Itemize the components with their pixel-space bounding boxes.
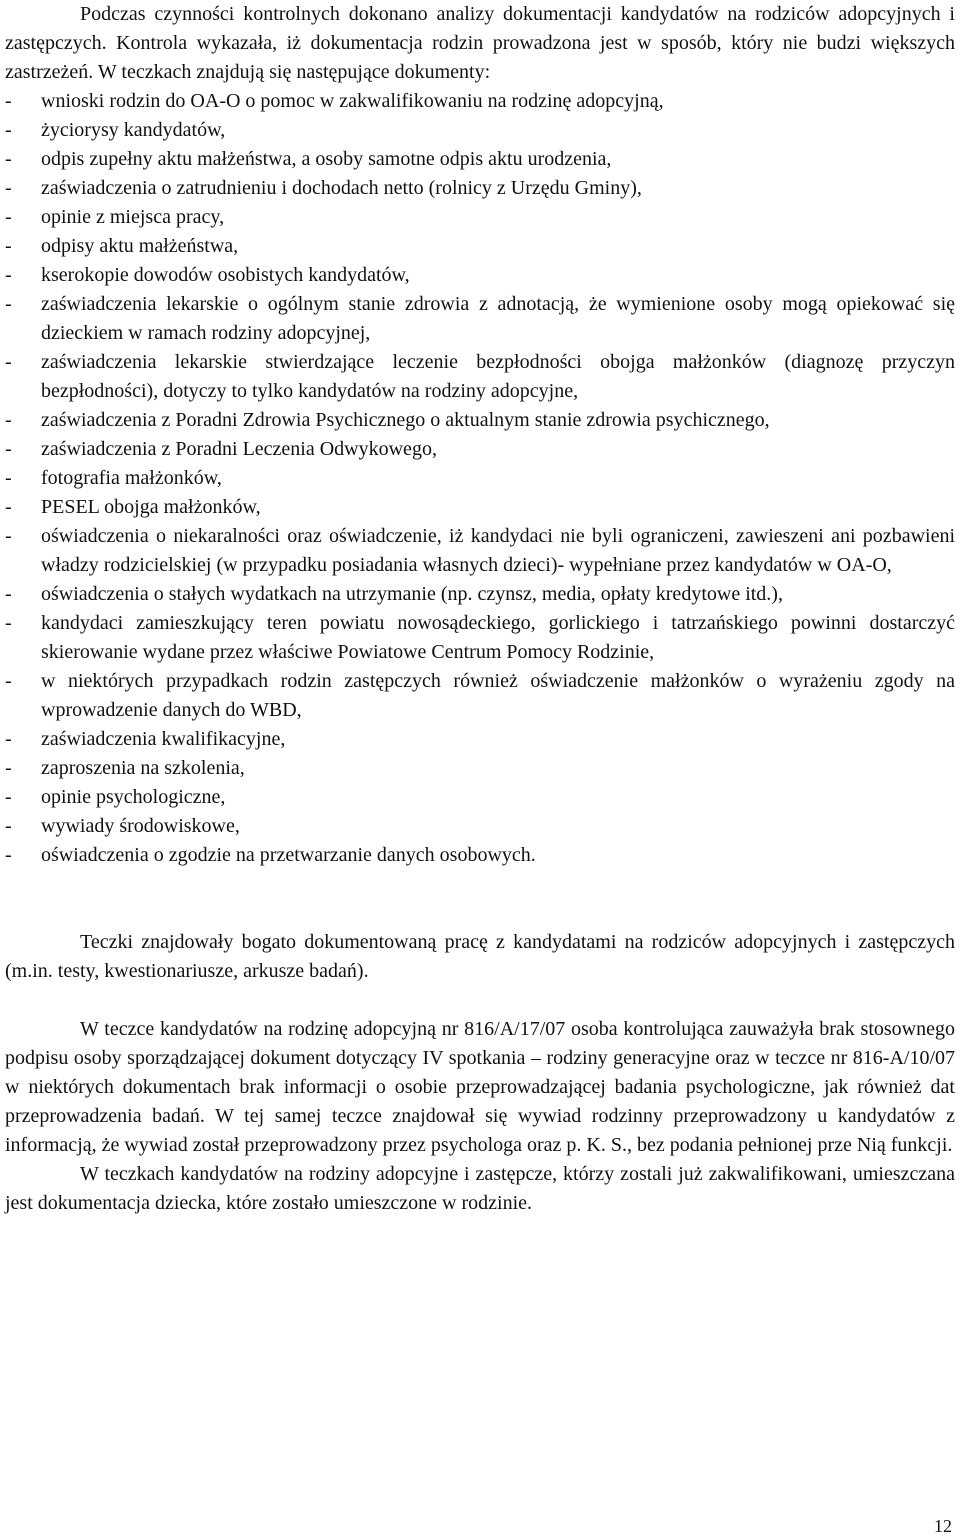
list-item [5, 406, 955, 435]
list-item-text: opinie psychologiczne, [41, 786, 226, 808]
list-item [5, 812, 955, 841]
list-dash: - [5, 235, 12, 257]
list-dash: - [5, 496, 12, 518]
list-item-text: zaświadczenia o zatrudnieniu i dochodach netto (rolnicy z Urzędu Gminy), [41, 177, 642, 199]
list-item [5, 435, 955, 464]
list-item [5, 754, 955, 783]
list-dash: - [5, 148, 12, 170]
list-item-text: zaproszenia na szkolenia, [41, 757, 245, 779]
list-item [5, 725, 955, 754]
list-dash: - [5, 844, 12, 866]
list-item-text: odpisy aktu małżeństwa, [41, 235, 239, 257]
list-item-text: PESEL obojga małżonków, [41, 496, 261, 518]
list-item [5, 783, 955, 812]
list-item-text: w niektórych przypadkach rodzin zastępczych również oświadczenie małżonków o wyrażeniu zgody na wprowadzenie danych do WBD, [41, 670, 955, 721]
list-item [5, 232, 955, 261]
page-number: 12 [934, 1516, 952, 1536]
list-item-text: odpis zupełny aktu małżeństwa, a osoby samotne odpis aktu urodzenia, [41, 148, 612, 170]
list-item-text: wnioski rodzin do OA-O o pomoc w zakwalifikowaniu na rodzinę adopcyjną, [41, 90, 664, 112]
list-item-text: wywiady środowiskowe, [41, 815, 240, 837]
list-item [5, 261, 955, 290]
list-item [5, 841, 955, 870]
list-item-text: fotografia małżonków, [41, 467, 222, 489]
list-item-text: zaświadczenia kwalifikacyjne, [41, 728, 286, 750]
list-dash: - [5, 525, 12, 547]
list-dash: - [5, 119, 12, 141]
list-item-text: kandydaci zamieszkujący teren powiatu nowosądeckiego, gorlickiego i tatrzańskiego powinni dostarczyć skierowanie wydane przez właściwe Powiatowe Centrum Pomocy Rodzinie, [41, 612, 955, 663]
list-item [5, 87, 955, 116]
list-item-text: życiorysy kandydatów, [41, 119, 226, 141]
list-dash: - [5, 786, 12, 808]
document-page [5, 0, 955, 1218]
list-item [5, 580, 955, 609]
intro-paragraph: Podczas czynności kontrolnych dokonano analizy dokumentacji kandydatów na rodziców adopcyjnych i zastępczych. Kontrola wykazała, iż dokumentacja rodzin prowadzona jest w sposób, który nie budzi większych zastrzeżeń. W teczkach znajdują się następujące dokumenty: [5, 3, 955, 83]
list-item [5, 667, 955, 725]
spacer [5, 986, 955, 1015]
list-dash: - [5, 728, 12, 750]
list-item-text: kserokopie dowodów osobistych kandydatów, [41, 264, 410, 286]
paragraph-qualified: W teczkach kandydatów na rodziny adopcyjne i zastępcze, którzy zostali już zakwalifikowani, umieszczana jest dokumentacja dziecka, które zostało umieszczone w rodzinie. [5, 1163, 955, 1214]
list-item [5, 116, 955, 145]
list-item-text: oświadczenia o stałych wydatkach na utrzymanie (np. czynsz, media, opłaty kredytowe itd.), [41, 583, 783, 605]
list-dash: - [5, 467, 12, 489]
list-dash: - [5, 583, 12, 605]
documents-list [5, 87, 955, 870]
list-item [5, 145, 955, 174]
list-item [5, 609, 955, 667]
list-dash: - [5, 409, 12, 431]
list-item [5, 290, 955, 348]
list-item-text: oświadczenia o niekaralności oraz oświadczenie, iż kandydaci nie byli ograniczeni, zawieszeni ani pozbawieni władzy rodzicielskiej (w przypadku posiadania własnych dzieci)- wypełniane przez kandydatów w OA-O, [41, 525, 955, 576]
list-item [5, 493, 955, 522]
list-dash: - [5, 351, 12, 373]
list-dash: - [5, 815, 12, 837]
list-item-text: opinie z miejsca pracy, [41, 206, 225, 228]
paragraph-findings: W teczce kandydatów na rodzinę adopcyjną nr 816/A/17/07 osoba kontrolująca zauważyła brak stosownego podpisu osoby sporządzającej dokument dotyczący IV spotkania – rodziny generacyjne oraz w teczce nr 816-A/10/07 w niektórych dokumentach brak informacji o osobie przeprowadzającej badania psychologiczne, jak również dat przeprowadzenia badań. W tej samej teczce znajdował się wywiad rodzinny przeprowadzony u kandydatów z informacją, że wywiad został przeprowadzony przez psychologa oraz p. K. S., bez podania pełnionej prze Nią funkcji. [5, 1018, 955, 1156]
list-item-text: oświadczenia o zgodzie na przetwarzanie danych osobowych. [41, 844, 536, 866]
list-item [5, 348, 955, 406]
list-dash: - [5, 293, 12, 315]
list-dash: - [5, 612, 12, 634]
list-item-text: zaświadczenia z Poradni Leczenia Odwykowego, [41, 438, 437, 460]
list-dash: - [5, 670, 12, 692]
paragraph-folders: Teczki znajdowały bogato dokumentowaną pracę z kandydatami na rodziców adopcyjnych i zastępczych (m.in. testy, kwestionariusze, arkusze badań). [5, 931, 955, 982]
list-item [5, 203, 955, 232]
list-dash: - [5, 206, 12, 228]
list-dash: - [5, 264, 12, 286]
list-item [5, 522, 955, 580]
list-dash: - [5, 90, 12, 112]
list-item-text: zaświadczenia lekarskie stwierdzające leczenie bezpłodności obojga małżonków (diagnozę przyczyn bezpłodności), dotyczy to tylko kandydatów na rodziny adopcyjne, [41, 351, 955, 402]
spacer [5, 870, 955, 928]
list-dash: - [5, 757, 12, 779]
list-dash: - [5, 438, 12, 460]
list-dash: - [5, 177, 12, 199]
list-item [5, 174, 955, 203]
list-item-text: zaświadczenia lekarskie o ogólnym stanie zdrowia z adnotacją, że wymienione osoby mogą opiekować się dzieckiem w ramach rodziny adopcyjnej, [41, 293, 955, 344]
list-item [5, 464, 955, 493]
list-item-text: zaświadczenia z Poradni Zdrowia Psychicznego o aktualnym stanie zdrowia psychicznego, [41, 409, 770, 431]
